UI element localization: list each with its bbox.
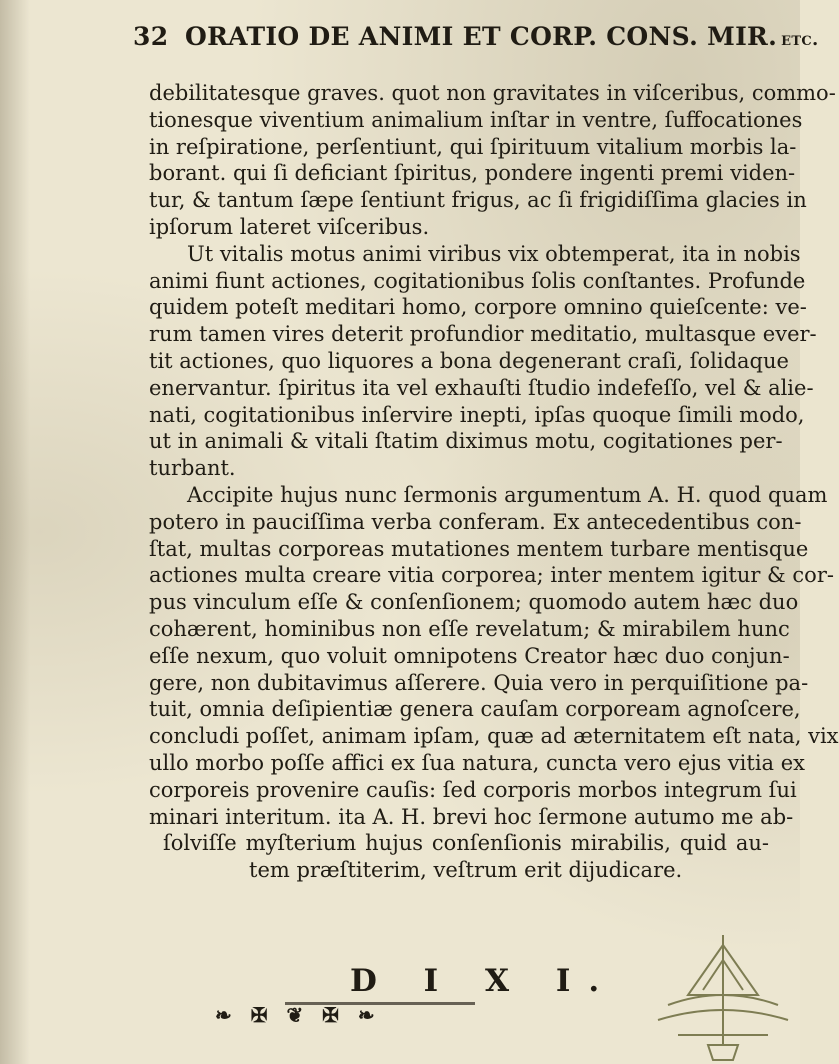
text-line: nati, cogitationibus inſervire inepti, ipſas quoque ſimili modo, [149, 402, 805, 427]
text-line: eſſe nexum, quo voluit omnipotens Creator hæc duo conjun- [149, 643, 790, 668]
text-line: concludi poſſet, animam ipſam, quæ ad æternitatem eſt nata, vix [149, 724, 839, 749]
text-line: ſtat, multas corporeas mutationes mentem turbare mentisque [149, 536, 809, 561]
text-line: corporeis provenire cauſis: ſed corporis morbos integrum ſui [149, 777, 797, 802]
text-line: in reſpiratione, perſentiunt, qui ſpirituum vitalium morbis la- [149, 134, 797, 159]
text-line: borant. qui ſi deficiant ſpiritus, pondere ingenti premi viden- [149, 161, 796, 186]
text-line: tem præſtiterim, veſtrum erit dijudicare. [249, 858, 683, 883]
running-header [133, 22, 819, 62]
text-line: gere, non dubitavimus aſſerere. Quia vero in perquiſitione pa- [149, 670, 809, 695]
text-line: pus vinculum eſſe & conſenſionem; quomodo autem hæc duo [149, 590, 799, 615]
library-stamp-icon [648, 925, 798, 1064]
text-line: Accipite hujus nunc ſermonis argumentum A. H. quod quam [187, 482, 828, 507]
text-line: animi fiunt actiones, cogitationibus ſolis conſtantes. Profunde [149, 268, 806, 293]
body-text [149, 80, 839, 884]
text-line: quidem poteſt meditari homo, corpore omnino quieſcente: ve- [149, 295, 807, 320]
closing-title: D I X I. [350, 963, 618, 999]
page-edge-shadow [0, 0, 30, 1064]
text-line: actiones multa creare vitia corporea; inter mentem igitur & cor- [149, 563, 834, 588]
text-line: tionesque viventium animalium inſtar in ventre, ſuffocationes [149, 107, 803, 132]
text-line: tit actiones, quo liquores a bona degenerant craſi, ſolidaque [149, 348, 789, 373]
text-line: tur, & tantum ſæpe ſentiunt frigus, ac ſi frigidiſſima glacies in [149, 188, 807, 213]
text-line: Ut vitalis motus animi viribus vix obtemperat, ita in nobis [187, 241, 801, 266]
header-title: ORATIO DE ANIMI ET CORP. CONS. MIR. [185, 22, 778, 51]
text-line: potero in pauciſſima verba conferam. Ex antecedentibus con- [149, 509, 802, 534]
text-line: minari interitum. ita A. H. brevi hoc ſermone autumo me ab- [149, 804, 794, 829]
text-line: enervantur. ſpiritus ita vel exhauſti ſtudio indefeſſo, vel & alie- [149, 375, 814, 400]
text-line: cohærent, hominibus non eſſe revelatum; & mirabilem hunc [149, 616, 790, 641]
printer-ornament: ❧ ✠ ❦ ✠ ❧ [215, 1003, 381, 1027]
header-suffix: etc. [781, 29, 819, 50]
text-line: ullo morbo poſſe affici ex ſua natura, cuncta vero ejus vitia ex [149, 750, 806, 775]
page-number: 32 [133, 22, 169, 51]
text-line: ſolviſſe myſterium hujus conſenſionis mirabilis, quid au- [163, 831, 769, 856]
text-line: rum tamen vires deterit profundior meditatio, multasque ever- [149, 322, 817, 347]
text-line: ut in animali & vitali ſtatim diximus motu, cogitationes per- [149, 429, 783, 454]
text-line: turbant. [149, 456, 236, 481]
text-line: tuit, omnia deſipientiæ genera cauſam corpoream agnoſcere, [149, 697, 801, 722]
text-line: debilitatesque graves. quot non gravitates in viſceribus, commo- [149, 81, 836, 105]
text-line: ipſorum lateret viſceribus. [149, 214, 430, 239]
